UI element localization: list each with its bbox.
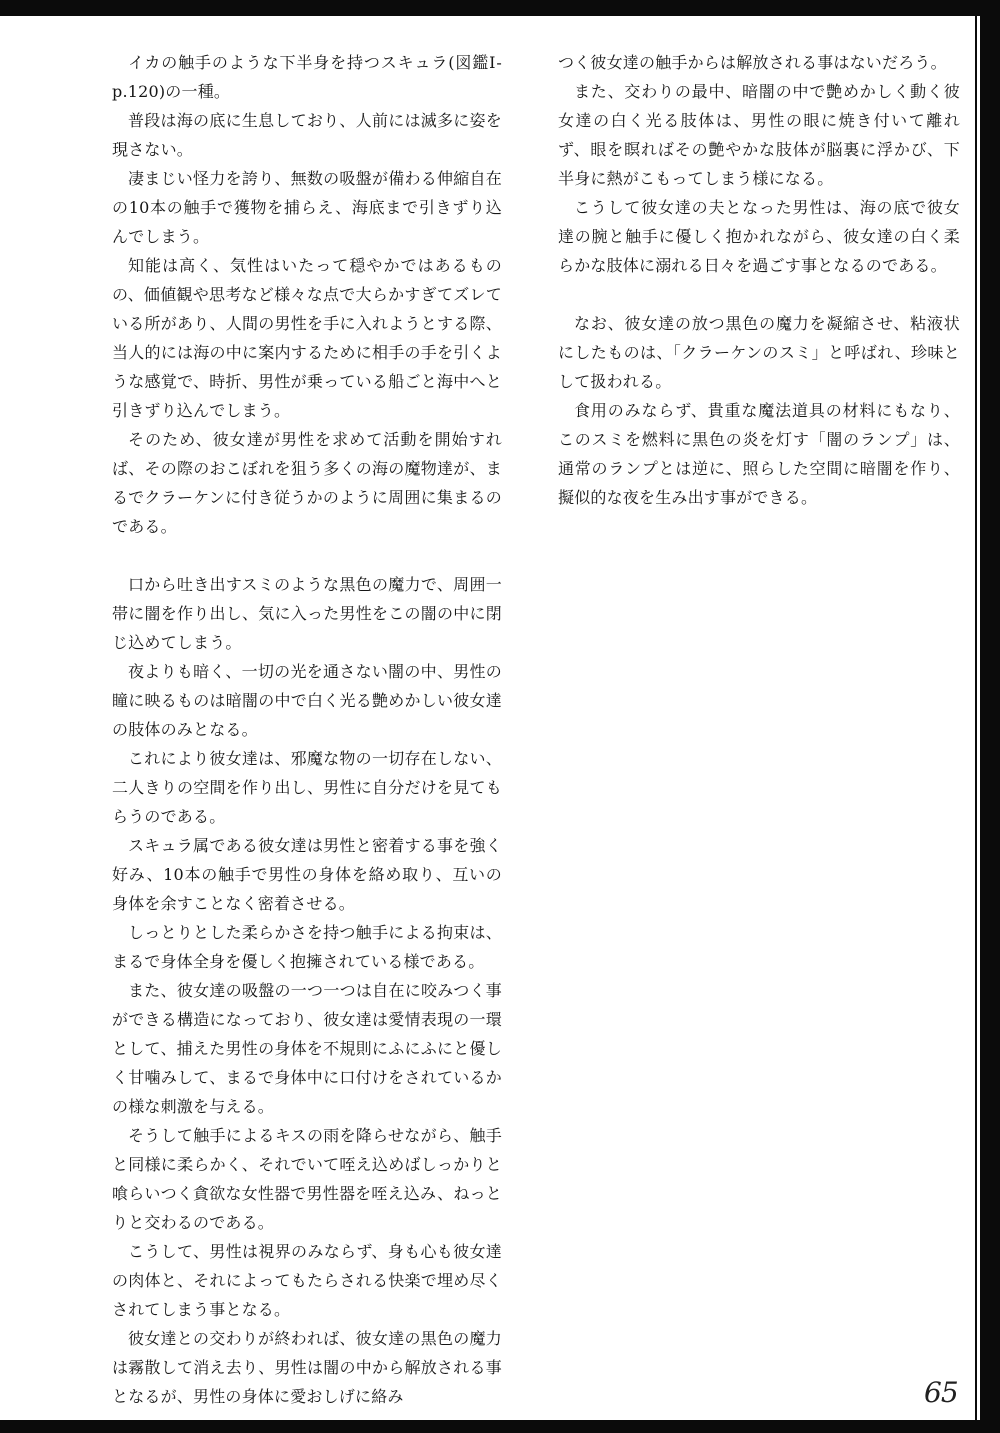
right-text-column — [558, 48, 960, 512]
paragraph: なお、彼女達の放つ黒色の魔力を凝縮させ、粘液状にしたものは、「クラーケンのスミ」と呼ばれ、珍味として扱われる。 — [558, 314, 960, 391]
paragraph: 食用のみならず、貴重な魔法道具の材料にもなり、このスミを燃料に黒色の炎を灯す「闇のランプ」は、通常のランプとは逆に、照らした空間に暗闇を作り、擬似的な夜を生み出す事ができる。 — [558, 401, 960, 507]
paragraph: こうして、男性は視界のみならず、身も心も彼女達の肉体と、それによってもたらされる快楽で埋め尽くされてしまう事となる。 — [112, 1242, 502, 1319]
paragraph: 口から吐き出すスミのような黒色の魔力で、周囲一帯に闇を作り出し、気に入った男性をこの闇の中に閉じ込めてしまう。 — [112, 575, 502, 652]
paragraph: そうして触手によるキスの雨を降らせながら、触手と同様に柔らかく、それでいて咥え込めばしっかりと喰らいつく貪欲な女性器で男性器を咥え込み、ねっとりと交わるのである。 — [112, 1126, 502, 1232]
paragraph: また、交わりの最中、暗闇の中で艶めかしく動く彼女達の白く光る肢体は、男性の眼に焼き付いて離れず、眼を瞑ればその艶やかな肢体が脳裏に浮かび、下半身に熱がこもってしまう様になる。 — [558, 82, 960, 188]
left-text-column — [112, 48, 502, 1411]
page-border-inner-line — [975, 16, 977, 1433]
paragraph: スキュラ属である彼女達は男性と密着する事を強く好み、10本の触手で男性の身体を絡め取り、互いの身体を余すことなく密着させる。 — [112, 836, 502, 913]
paragraph: こうして彼女達の夫となった男性は、海の底で彼女達の腕と触手に優しく抱かれながら、彼女達の白く柔らかな肢体に溺れる日々を過ごす事となるのである。 — [558, 198, 960, 275]
paragraph: 普段は海の底に生息しており、人前には滅多に姿を現さない。 — [112, 111, 502, 159]
section-gap — [558, 280, 960, 309]
paragraph: 夜よりも暗く、一切の光を通さない闇の中、男性の瞳に映るものは暗闇の中で白く光る艶めかしい彼女達の肢体のみとなる。 — [112, 662, 502, 739]
paragraph: また、彼女達の吸盤の一つ一つは自在に咬みつく事ができる構造になっており、彼女達は愛情表現の一環として、捕えた男性の身体を不規則にふにふにと優しく甘噛みして、まるで身体中に口付けをされているかの様な刺激を与える。 — [112, 981, 502, 1116]
paragraph: 彼女達との交わりが終われば、彼女達の黒色の魔力は霧散して消え去り、男性は闇の中から解放される事となるが、男性の身体に愛おしげに絡み — [112, 1329, 502, 1406]
paragraph: これにより彼女達は、邪魔な物の一切存在しない、二人きりの空間を作り出し、男性に自分だけを見てもらうのである。 — [112, 749, 502, 826]
page-border-right — [980, 0, 1000, 1433]
paragraph-continued: つく彼女達の触手からは解放される事はないだろう。 — [558, 53, 947, 72]
paragraph: 凄まじい怪力を誇り、無数の吸盤が備わる伸縮自在の10本の触手で獲物を捕らえ、海底まで引きずり込んでしまう。 — [112, 169, 502, 246]
page-number: 65 — [924, 1376, 958, 1409]
section-gap — [112, 541, 502, 570]
paragraph: 知能は高く、気性はいたって穏やかではあるものの、価値観や思考など様々な点で大らかすぎてズレている所があり、人間の男性を手に入れようとする際、当人的には海の中に案内するために相手の手を引くような感覚で、時折、男性が乗っている船ごと海中へと引きずり込んでしまう。 — [112, 256, 502, 420]
paragraph: しっとりとした柔らかさを持つ触手による拘束は、まるで身体全身を優しく抱擁されている様である。 — [112, 923, 502, 971]
paragraph: そのため、彼女達が男性を求めて活動を開始すれば、その際のおこぼれを狙う多くの海の魔物達が、まるでクラーケンに付き従うかのように周囲に集まるのである。 — [112, 430, 502, 536]
page-border-top — [0, 0, 1000, 16]
paragraph: イカの触手のような下半身を持つスキュラ(図鑑Ⅰ-p.120)の一種。 — [112, 53, 502, 101]
page-border-bottom — [0, 1420, 1000, 1433]
